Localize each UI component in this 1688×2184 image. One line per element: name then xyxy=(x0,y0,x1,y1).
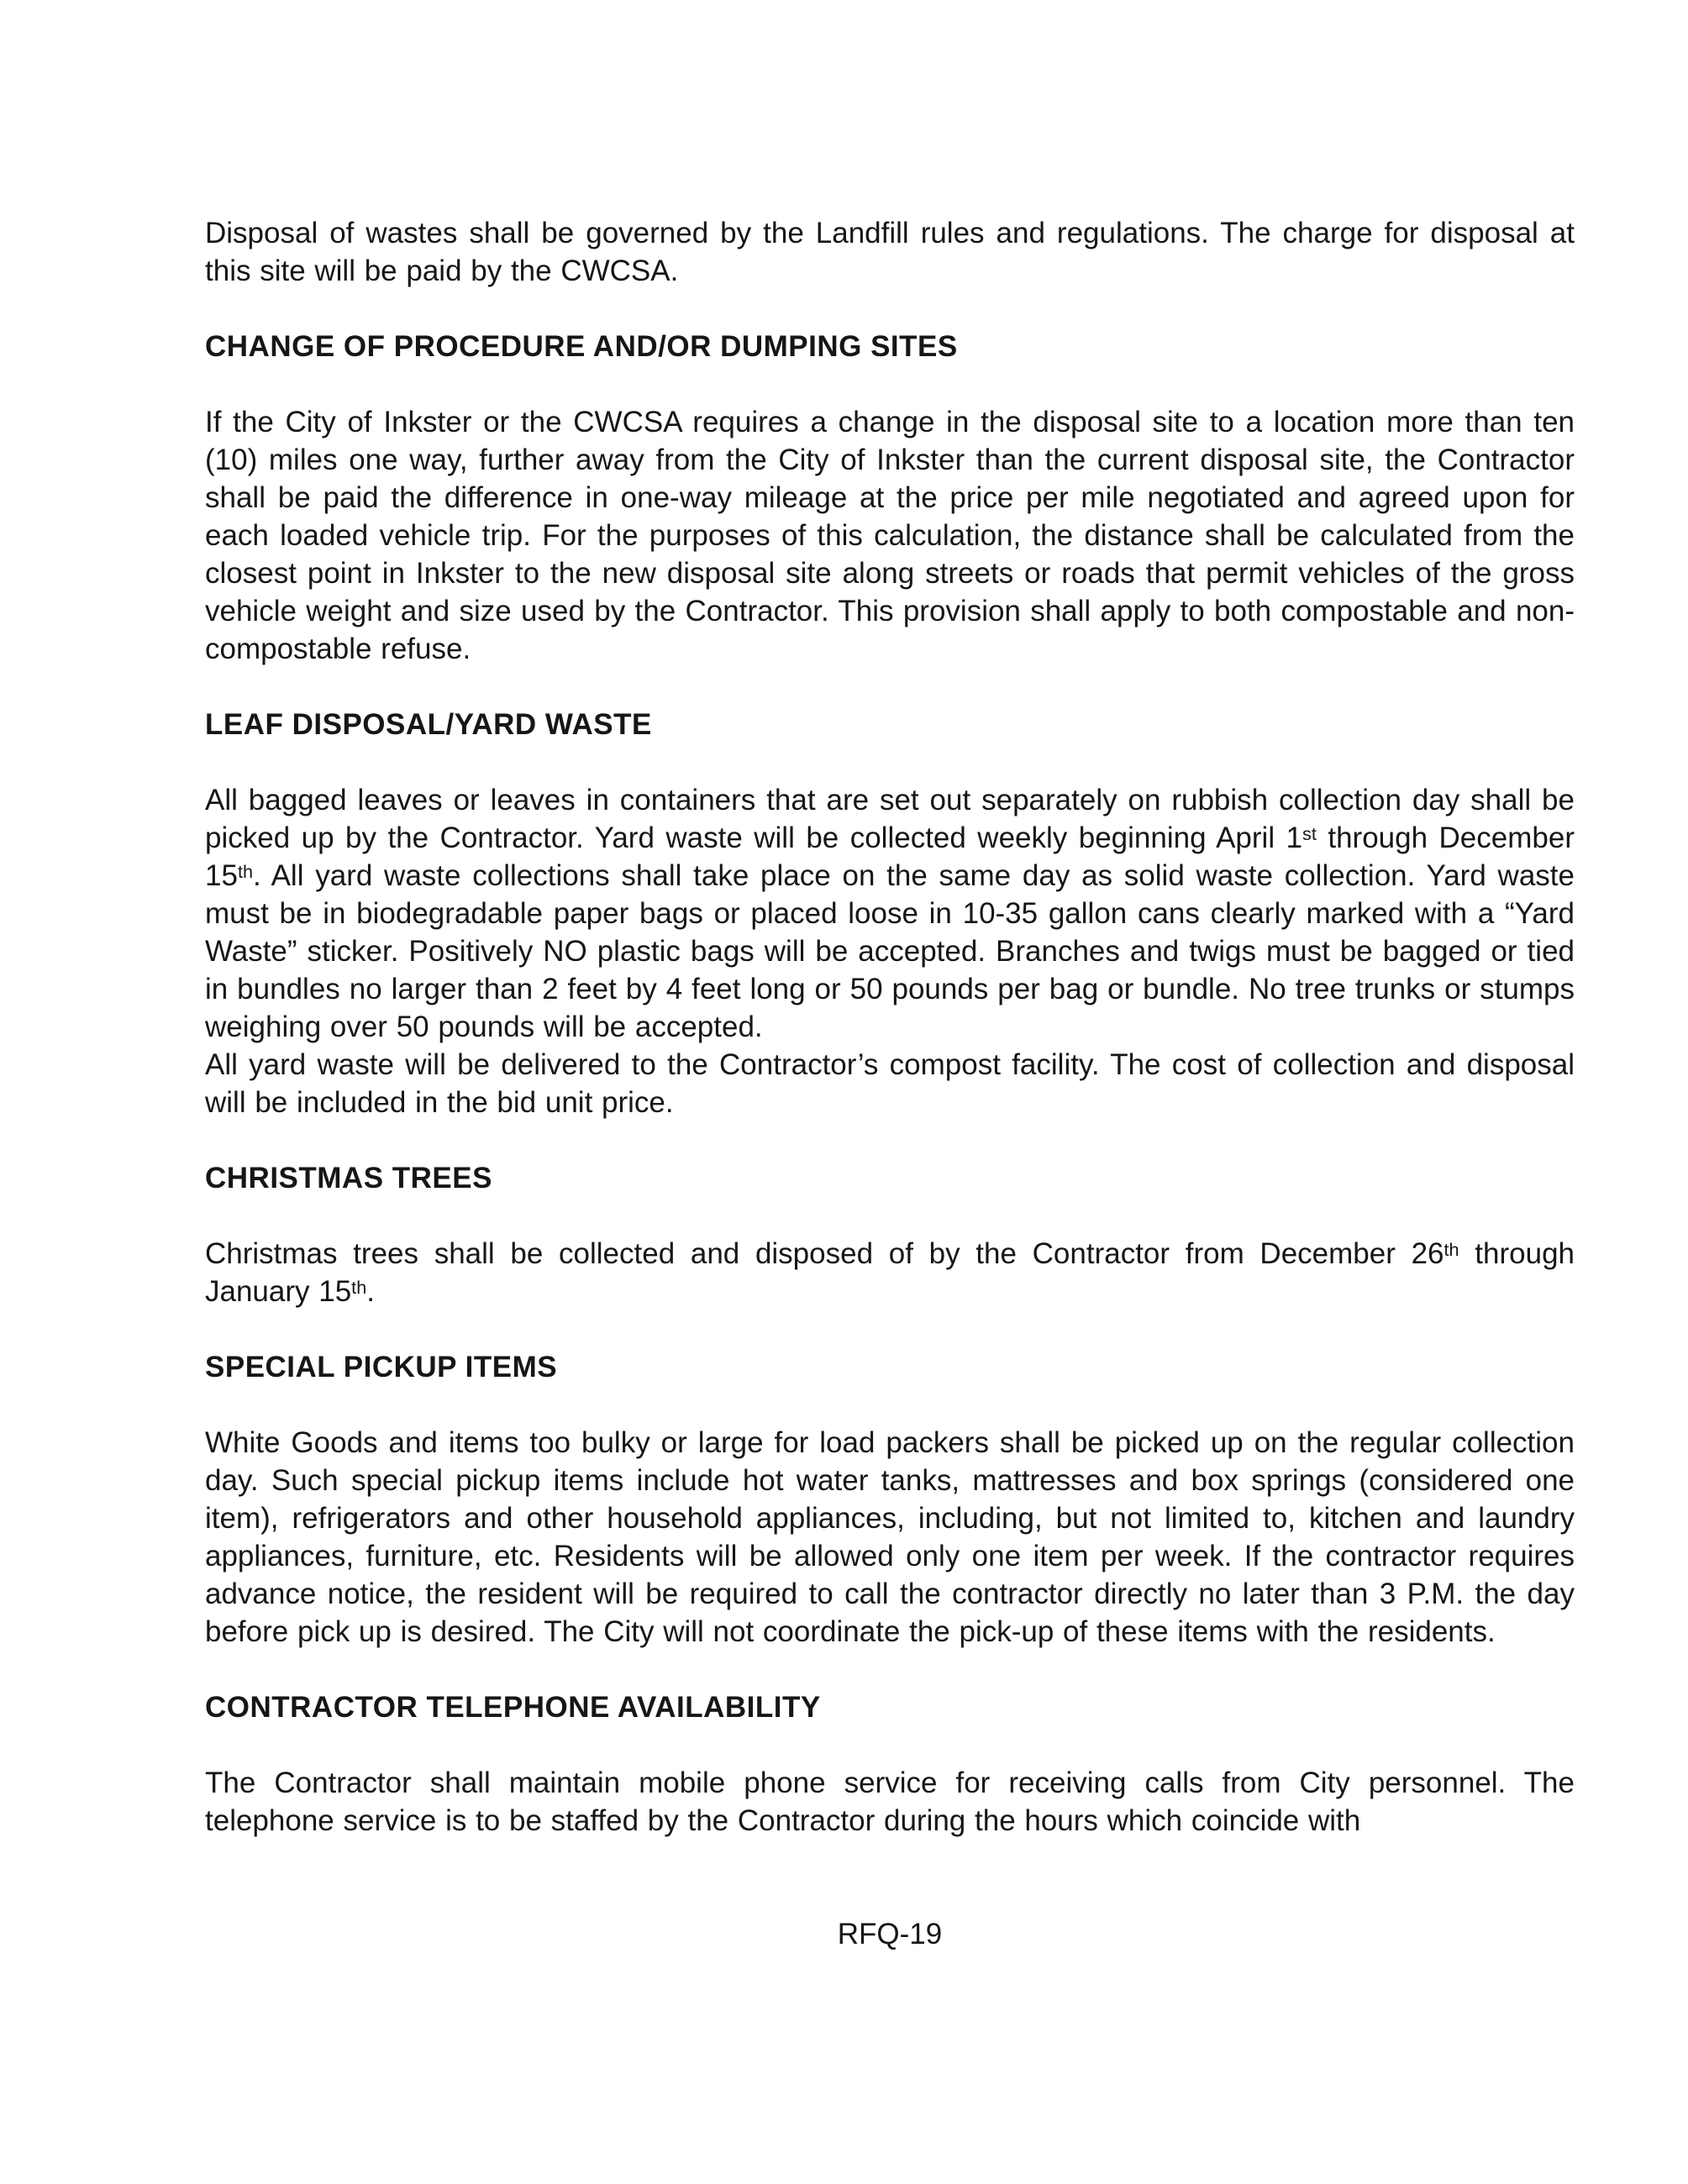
change-of-procedure-paragraph: If the City of Inkster or the CWCSA requires a change in the disposal site to a location more than ten (10) miles one way, further away from the City of Inkster than the current disposal site, the Contractor shall be paid the difference in one-way mileage at the price per mile negotiated and agreed upon for each loaded vehicle trip. For the purposes of this calculation, the distance shall be calculated from the closest point in Inkster to the new disposal site along streets or roads that permit vehicles of the gross vehicle weight and size used by the Contractor. This provision shall apply to both compostable and non-compostable refuse. xyxy=(205,406,1575,665)
heading-leaf-disposal-yard-waste: LEAF DISPOSAL/YARD WASTE xyxy=(205,708,652,741)
heading-special-pickup-items: SPECIAL PICKUP ITEMS xyxy=(205,1351,558,1383)
document-body xyxy=(205,214,1575,1953)
heading-contractor-telephone-availability: CONTRACTOR TELEPHONE AVAILABILITY xyxy=(205,1691,821,1724)
christmas-trees-paragraph: Christmas trees shall be collected and disposed of by the Contractor from December 26th through January 15th. xyxy=(205,1237,1575,1308)
page-number: RFQ-19 xyxy=(837,1918,943,1950)
contractor-telephone-paragraph: The Contractor shall maintain mobile phone service for receiving calls from City personnel. The telephone service is to be staffed by the Contractor during the hours which coincide with xyxy=(205,1767,1575,1837)
leaf-disposal-paragraph: All bagged leaves or leaves in containers that are set out separately on rubbish collection day shall be picked up by the Contractor. Yard waste will be collected weekly beginning April 1st through December 15th. All yard waste collections shall take place on the same day as solid waste collection. Yard waste must be in biodegradable paper bags or placed loose in 10-35 gallon cans clearly marked with a “Yard Waste” sticker. Positively NO plastic bags will be accepted. Branches and twigs must be bagged or tied in bundles no larger than 2 feet by 4 feet long or 50 pounds per bag or bundle. No tree trunks or stumps weighing over 50 pounds will be accepted. xyxy=(205,784,1575,1043)
heading-change-of-procedure: CHANGE OF PROCEDURE AND/OR DUMPING SITES xyxy=(205,330,958,363)
intro-paragraph: Disposal of wastes shall be governed by the Landfill rules and regulations. The charge for disposal at this site will be paid by the CWCSA. xyxy=(205,217,1575,287)
page-footer xyxy=(205,1915,1575,1953)
special-pickup-paragraph: White Goods and items too bulky or large for load packers shall be picked up on the regular collection day. Such special pickup items include hot water tanks, mattresses and box springs (considered one item), refrigerators and other household appliances, including, but not limited to, kitchen and laundry appliances, furniture, etc. Residents will be allowed only one item per week. If the contractor requires advance notice, the resident will be required to call the contractor directly no later than 3 P.M. the day before pick up is desired. The City will not coordinate the pick-up of these items with the residents. xyxy=(205,1426,1575,1648)
heading-christmas-trees: CHRISTMAS TREES xyxy=(205,1162,492,1194)
leaf-disposal-paragraph-2: All yard waste will be delivered to the Contractor’s compost facility. The cost of collection and disposal will be included in the bid unit price. xyxy=(205,1048,1575,1119)
